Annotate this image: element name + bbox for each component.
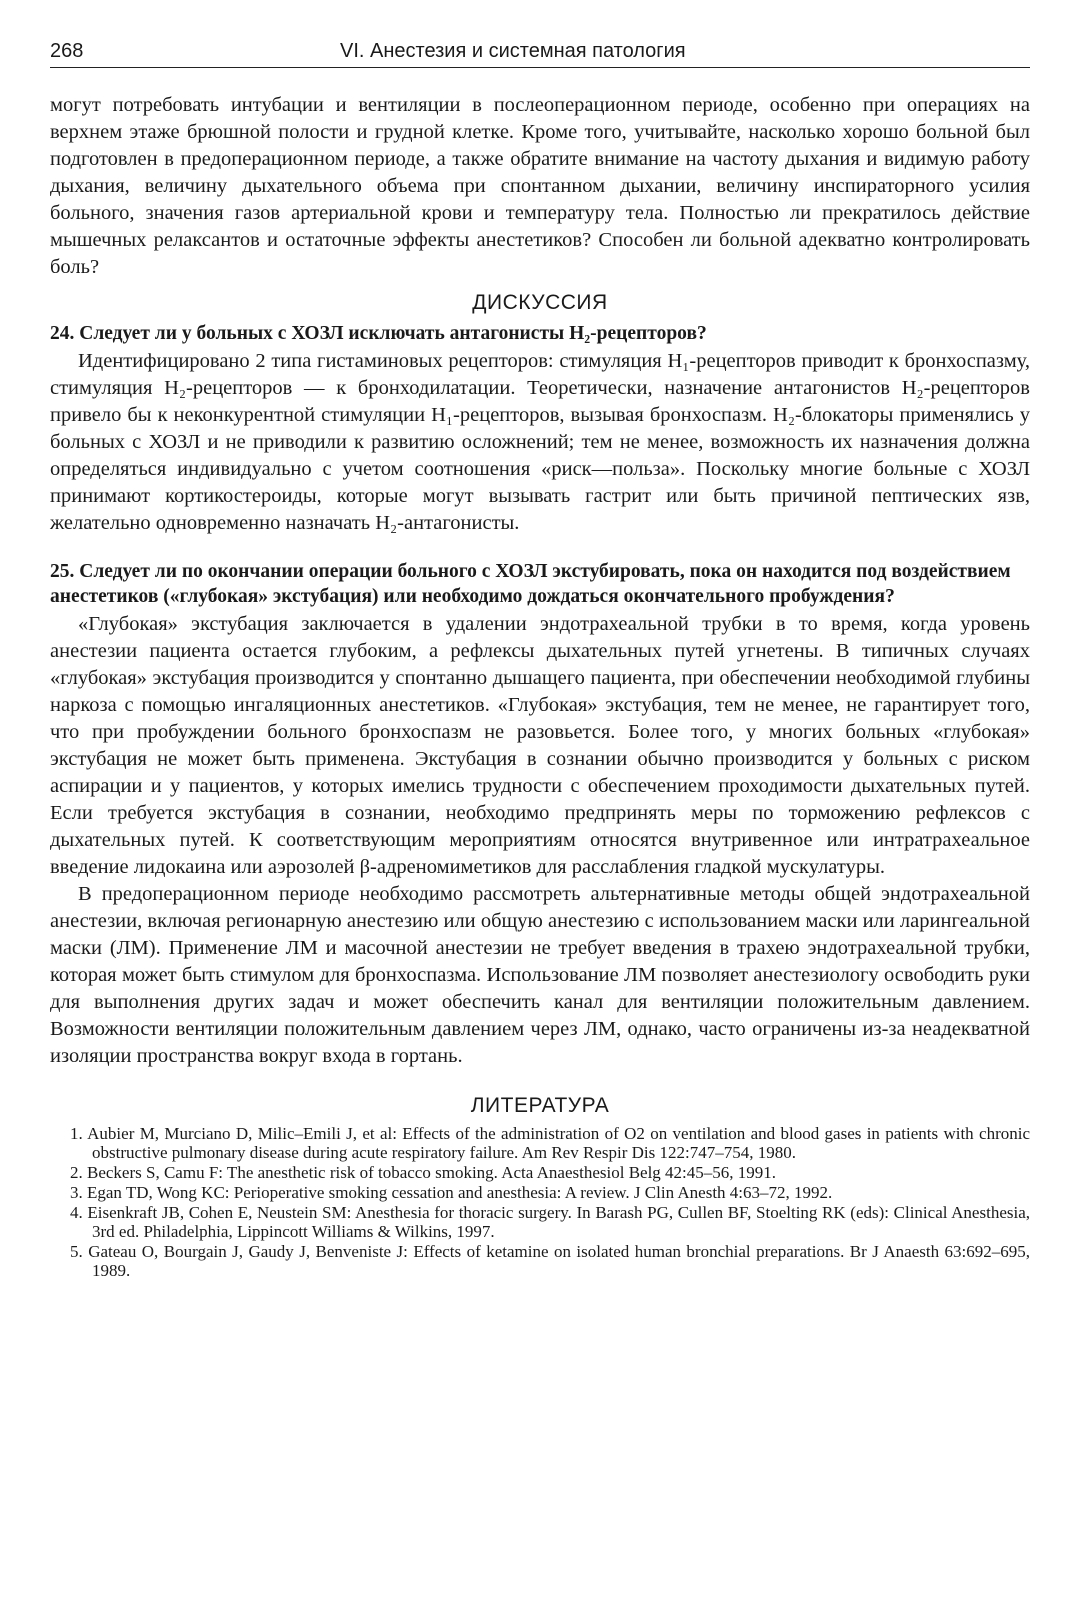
reference-item: 2. Beckers S, Camu F: The anesthetic risk of tobacco smoking. Acta Anaesthesiol Belg 42:45–56, 1991. xyxy=(70,1163,777,1182)
reference-item: 4. Eisenkraft JB, Cohen E, Neustein SM: Anesthesia for thoracic surgery. In Barash PG, Cullen BF, Stoelting RK (eds): Clinical Anesthesia, 3rd ed. Philadelphia, Lippincott Williams & Wilkins, 1997. xyxy=(70,1203,1030,1241)
question-25: 25. Следует ли по окончании операции больного с ХОЗЛ экстубировать, пока он находится под воздействием анестетиков («глубокая» экстубация) или необходимо дождаться окончательного пробуждения? xyxy=(50,561,1011,607)
literature-heading: ЛИТЕРАТУРА xyxy=(470,1094,610,1117)
answer-24: Идентифицировано 2 типа гистаминовых рецепторов: стимуляция H₁-рецепторов приводит к бронхоспазму, стимуляция H₂-рецепторов — к бронходилатации. Теоретически, назначение антагонистов H₂-рецепторов привело бы к неконкурентной стимуляции H₁-рецепторов, вызывая бронхоспазм. H₂-блокаторы применялись у больных с ХОЗЛ и не приводили к развитию осложнений; тем не менее, возможность их назначения должна определяться индивидуально с учетом соотношения «риск—польза». Поскольку многие больные с ХОЗЛ принимают кортикостероиды, которые могут вызывать гастрит или быть причиной пептических язв, желательно одновременно назначать H₂-антагонисты. xyxy=(50,350,1030,534)
reference-item: 1. Aubier M, Murciano D, Milic–Emili J, et al: Effects of the administration of O2 on ventilation and blood gases in patients with chronic obstructive pulmonary disease during acute respiratory failure. Am Rev Respir Dis 122:747–754, 1980. xyxy=(70,1124,1030,1162)
page-number: 268 xyxy=(50,40,84,62)
running-title: VI. Анестезия и системная патология xyxy=(340,40,686,62)
discussion-heading: ДИСКУССИЯ xyxy=(472,291,608,314)
reference-list xyxy=(50,1124,1030,1280)
intro-paragraph: могут потребовать интубации и вентиляции в послеоперационном периоде, особенно при операциях на верхнем этаже брюшной полости и грудной клетке. Кроме того, учитывайте, насколько хорошо больной был подготовлен в предоперационном периоде, а также обратите внимание на частоту дыхания и видимую работу дыхания, величину дыхательного объема при спонтанном дыхании, величину инспираторного усилия больного, значения газов артериальной крови и температуру тела. Полностью ли прекратилось действие мышечных релаксантов и остаточные эффекты анестетиков? Способен ли больной адекватно контролировать боль? xyxy=(50,94,1030,278)
page-header xyxy=(50,40,1030,68)
answer-25-paragraph-2: В предоперационном периоде необходимо рассмотреть альтернативные методы общей эндотрахеальной анестезии, включая регионарную анестезию или общую анестезию с использованием маски или ларингеальной маски (ЛМ). Применение ЛМ и масочной анестезии не требует введения в трахею эндотрахеальной трубки, которая может быть стимулом для бронхоспазма. Использование ЛМ позволяет анестезиологу освободить руки для выполнения других задач и может обеспечить канал для вентиляции положительным давлением. Возможности вентиляции положительным давлением через ЛМ, однако, часто ограничены из-за неадекватной изоляции пространства вокруг входа в гортань. xyxy=(50,883,1030,1067)
reference-item: 3. Egan TD, Wong KC: Perioperative smoking cessation and anesthesia: A review. J Clin Anesth 4:63–72, 1992. xyxy=(70,1183,833,1202)
answer-25-paragraph-1: «Глубокая» экстубация заключается в удалении эндотрахеальной трубки в то время, когда уровень анестезии пациента остается глубоким, а рефлексы дыхательных путей угнетены. В типичных случаях «глубокая» экстубация производится у спонтанно дышащего пациента, при обеспечении необходимой глубины наркоза с помощью ингаляционных анестетиков. «Глубокая» экстубация, тем не менее, не гарантирует того, что при пробуждении больного бронхоспазм не разовьется. Более того, у многих больных «глубокая» экстубация не может быть применена. Экстубация в сознании обычно производится у больных с риском аспирации и у пациентов, у которых имелись трудности с обеспечением проходимости дыхательных путей. Если требуется экстубация в сознании, необходимо предпринять меры по торможению рефлексов с дыхательных путей. К соответствующим мероприятиям относятся внутривенное или интратрахеальное введение лидокаина или аэрозолей β-адреномиметиков для расслабления гладкой мускулатуры. xyxy=(50,613,1030,878)
question-24: 24. Следует ли у больных с ХОЗЛ исключать антагонисты H₂-рецепторов? xyxy=(50,323,707,344)
reference-item: 5. Gateau O, Bourgain J, Gaudy J, Benveniste J: Effects of ketamine on isolated human bronchial preparations. Br J Anaesth 63:692–695, 1989. xyxy=(70,1242,1030,1280)
